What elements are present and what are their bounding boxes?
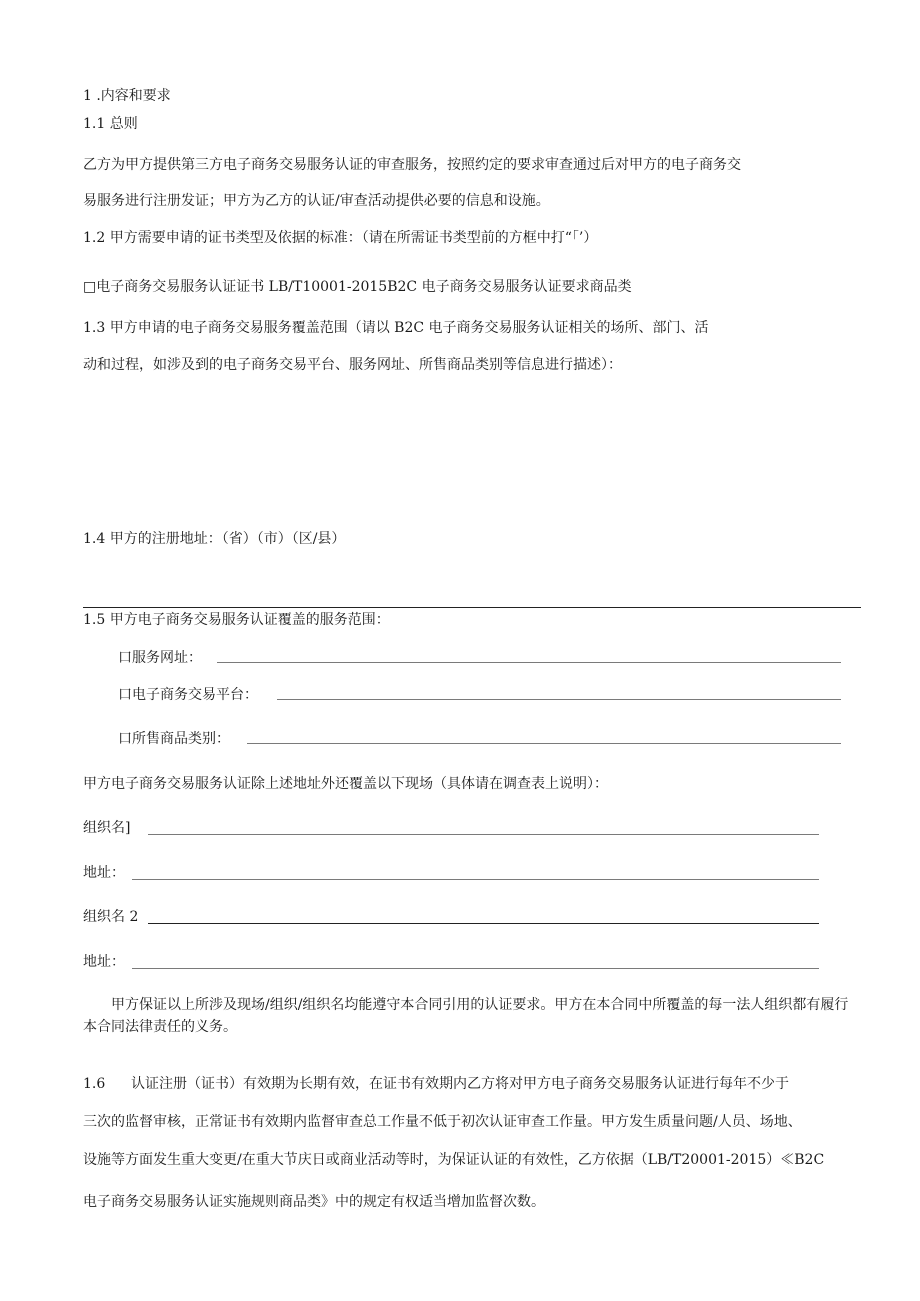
section-1-6-line-2: 三次的监督审核，正常证书有效期内监督审查总工作量不低于初次认证审查工作量。甲方发生质量问题/人员、场地、 — [83, 1114, 802, 1130]
guarantee-paragraph: 甲方保证以上所涉及现场/组织/组织名均能遵守本合同引用的认证要求。甲方在本合同中所覆盖的每一法人组织都有履行本合同法律责任的义务。 — [83, 997, 849, 1035]
certificate-option-checkbox[interactable]: □电子商务交易服务认证证书 LB/T10001-2015B2C 电子商务交易服务认证要求商品类 — [83, 279, 632, 295]
address-2-label: 地址： — [83, 954, 125, 970]
section-1-5-heading: 1.5 甲方电子商务交易服务认证覆盖的服务范围： — [83, 612, 390, 628]
section-1-6-line-1: 认证注册（证书）有效期为长期有效，在证书有效期内乙方将对甲方电子商务交易服务认证进行每年不少于 — [131, 1076, 789, 1092]
address-fill-line — [83, 607, 861, 608]
category-option[interactable]: 口所售商品类别： — [118, 731, 230, 747]
section-1-2-heading: 1.2 甲方需要申请的证书类型及依据的标准：（请在所需证书类型前的方框中打“「’） — [83, 230, 598, 246]
org-2-label: 组织名 2 — [83, 909, 139, 925]
address-2-fill-line[interactable] — [132, 968, 819, 969]
section-1-1-line-2: 易服务进行注册发证；甲方为乙方的认证/审查活动提供必要的信息和设施。 — [83, 193, 550, 209]
platform-option[interactable]: 口电子商务交易平台： — [118, 687, 258, 703]
extra-sites-note: 甲方电子商务交易服务认证除上述地址外还覆盖以下现场（具体请在调查表上说明）： — [83, 776, 608, 792]
section-1-1-heading: 1.1 总则 — [83, 116, 138, 132]
section-1-6-line-4: 电子商务交易服务认证实施规则商品类》中的规定有权适当增加监督次数。 — [83, 1194, 545, 1210]
category-fill-line[interactable] — [247, 743, 841, 744]
section-1-6-line-3: 设施等方面发生重大变更/在重大节庆日或商业活动等时，为保证认证的有效性，乙方依据（LB/T20001-2015）≪B2C — [83, 1152, 825, 1168]
address-1-label: 地址： — [83, 865, 125, 881]
section-1-3-line-2: 动和过程，如涉及到的电子商务交易平台、服务网址、所售商品类别等信息进行描述）： — [83, 357, 622, 373]
section-1-6-number: 1.6 — [83, 1076, 106, 1092]
section-1-heading: 1 .内容和要求 — [83, 88, 171, 104]
website-option[interactable]: 口服务网址： — [118, 650, 202, 666]
platform-fill-line[interactable] — [277, 699, 841, 700]
section-1-3-line-1: 1.3 甲方申请的电子商务交易服务覆盖范围（请以 B2C 电子商务交易服务认证相关的场所、部门、活 — [83, 320, 709, 336]
org-2-fill-line[interactable] — [148, 923, 819, 924]
address-1-fill-line[interactable] — [132, 879, 819, 880]
section-1-4-heading: 1.4 甲方的注册地址：（省）（市）（区/县） — [83, 531, 346, 547]
section-1-1-line-1: 乙方为甲方提供第三方电子商务交易服务认证的审查服务，按照约定的要求审查通过后对甲方的电子商务交 — [83, 157, 741, 173]
org-1-fill-line[interactable] — [148, 834, 819, 835]
org-1-label: 组织名] — [83, 820, 131, 836]
website-fill-line[interactable] — [217, 662, 841, 663]
